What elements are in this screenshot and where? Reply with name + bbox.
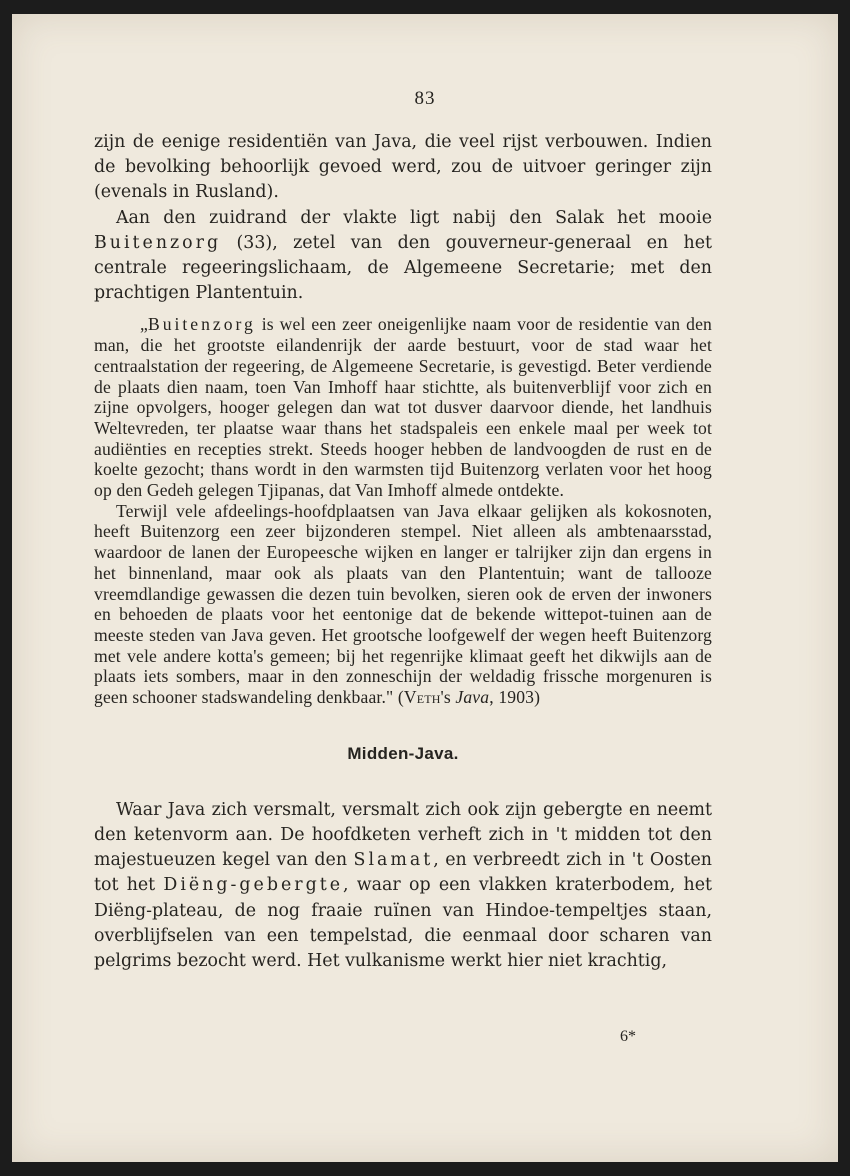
place-name-slamat: Slamat	[353, 850, 434, 871]
signature-mark: 6*	[620, 1028, 636, 1045]
paragraph-midden-java-text-1: Waar Java zich versmalt, versmalt zich ook zijn gebergte en neemt den ketenvorm aan. De hoofdketen verheft zich in 't midden tot den majestueuzen kegel van den	[94, 799, 712, 871]
quote-paragraph-2-text: Terwijl vele afdeelings-hoofdplaatsen van Java elkaar gelijken als kokosnoten, heeft Buitenzorg een zeer bijzonderen stempel. Niet alleen als ambtenaarsstad, waardoor de lanen der Europeesche wijken en langer er talrijker zijn dan ergens in het binnenland, maar ook als plaats van den Plantentuin; want de tallooze vreemdlandige gewassen die dezen tuin bevolken, sieren ook de erven der inwoners en behoeden de plaats voor het eentonige dat de bekende wittepot-tuinen aan de meeste steden van Java geven. Het grootsche loofgewelf der wegen heeft Buitenzorg met vele andere kotta's gemeen; bij het regenrijke klimaat geeft het dikwijls aan de plaats iets sombers, maar in den zonneschijn der weldadig frissche morgenuren is geen schooner stadswandeling denkbaar." (	[94, 500, 712, 708]
paragraph-midden-java-text-3: , waar op een vlakken kraterbodem, het Diëng-plateau, de nog fraaie ruïnen van Hindoe-tempeltjes staan, overblijfselen van een tempelstad, die eenmaal door scharen van pelgrims bezocht werd. Het vulkanisme werkt hier niet krachtig,	[94, 875, 712, 971]
page-number: 83	[414, 88, 436, 109]
citation-year: , 1903)	[489, 687, 541, 708]
citation-possessive: 's	[440, 687, 456, 708]
citation-work: Java	[455, 687, 490, 708]
place-name-buitenzorg: Buitenzorg	[94, 232, 222, 253]
quote-paragraph-2	[94, 501, 712, 708]
quote-paragraph-1	[94, 314, 712, 500]
quote-paragraph-1-text: is wel een zeer oneigenlijke naam voor de residentie van den man, die het grootste eilandenrijk der aarde bestuurt, voor de stad waar het centraalstation der regeering, de Algemeene Secretarie, is gevestigd. Beter verdiende de plaats dien naam, toen Van Imhoff haar stichtte, als buitenverblijf voor zich en zijne opvolgers, hooger gelegen dan wat tot dusver daarvoor diende, het landhuis Weltevreden, ter plaatse waar thans het stadspaleis een enkele maal per week tot audiënties en recepties strekt. Steeds hooger hebben de landvoogden de rust en de koelte gezocht; thans wordt in den warmsten tijd Buitenzorg verlaten voor het hoog op den Gedeh gelegen Tjipanas, dat Van Imhoff almede ontdekte.	[94, 314, 712, 501]
quote-open-mark: „	[140, 314, 148, 335]
paragraph-midden-java	[94, 798, 712, 974]
paragraph-buitenzorg	[94, 206, 712, 307]
paragraph-buitenzorg-text-2: (33), zetel van den gouverneur-generaal en het centrale regeeringslichaam, de Algemeene Secretarie; met den prachtigen Plantentuin.	[94, 232, 712, 304]
paragraph-midden-java-text-2: , en verbreedt zich in 't Oosten tot het	[94, 850, 712, 896]
book-page	[12, 14, 838, 1162]
place-name-dieng-gebergte: Diëng-gebergte	[163, 875, 344, 896]
paragraph-rice-residencies: zijn de eenige residentiën van Java, die veel rijst verbouwen. Indien de bevolking behoorlijk gevoed werd, zou de uitvoer geringer zijn (evenals in Rusland).	[94, 132, 712, 203]
paragraph-buitenzorg-text-1: Aan den zuidrand der vlakte ligt nabij den Salak het mooie	[116, 207, 712, 228]
page-body	[94, 130, 712, 974]
quote-place-name-buitenzorg: Buitenzorg	[147, 314, 256, 335]
section-heading: Midden-Java.	[347, 743, 459, 763]
citation-author: Veth	[403, 687, 441, 708]
